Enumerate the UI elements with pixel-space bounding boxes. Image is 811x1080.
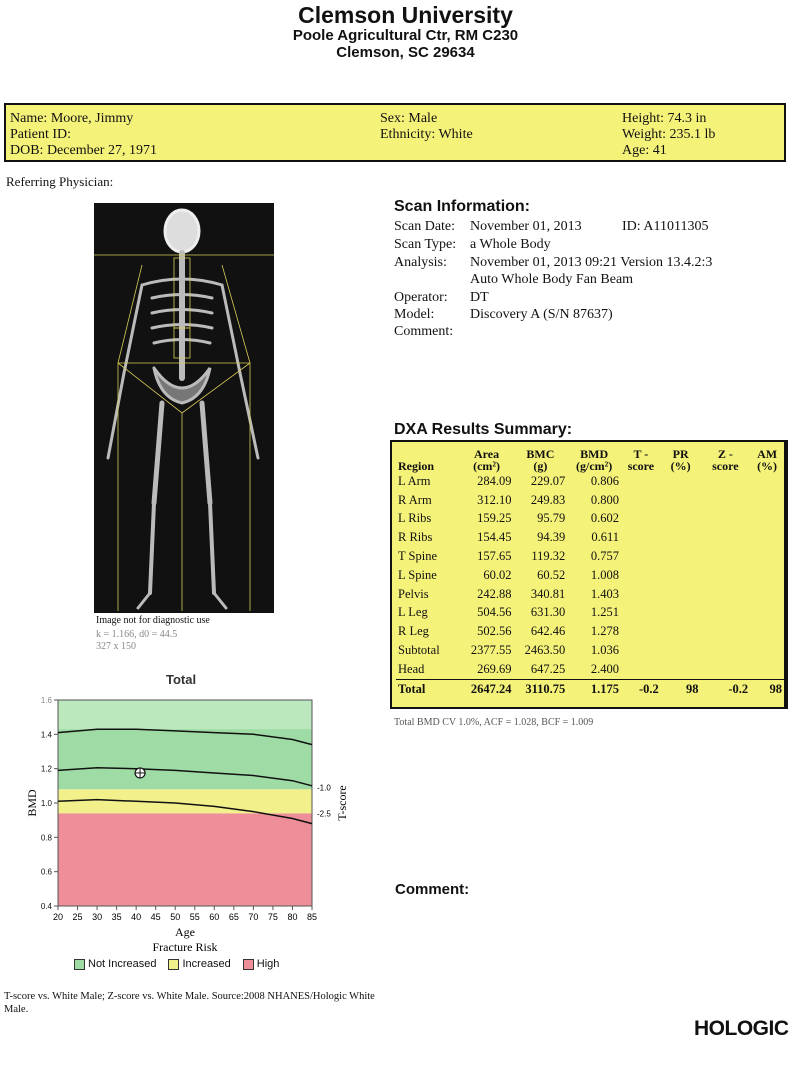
value-cell: 647.25 (530, 661, 566, 676)
x-tick-label: 85 (306, 912, 318, 922)
dxa-results-box (390, 440, 788, 709)
value-cell: 2.400 (590, 661, 619, 676)
risk-band (58, 789, 312, 813)
table-row (396, 585, 784, 604)
value-cell (701, 660, 751, 679)
value-cell (621, 660, 661, 679)
region-cell: R Arm (398, 492, 432, 507)
value-cell (701, 641, 751, 660)
image-size: 327 x 150 (96, 641, 136, 652)
value-cell (621, 566, 661, 585)
scan-comment-label: Comment: (394, 324, 454, 339)
value-cell: 154.45 (477, 530, 512, 545)
table-row (396, 566, 784, 585)
patient-id: Patient ID: (10, 127, 72, 142)
fracture-risk-legend (74, 958, 291, 970)
table-row (396, 510, 784, 529)
table-row (396, 547, 784, 566)
region-cell: L Leg (398, 605, 428, 620)
analysis-label: Analysis: (394, 255, 447, 270)
value-cell: 0.806 (590, 473, 619, 488)
patient-info-box (4, 103, 786, 162)
scan-info-title: Scan Information: (394, 198, 531, 215)
dxa-results-title: DXA Results Summary: (394, 421, 573, 438)
y2-axis-label: T-score (335, 785, 349, 821)
y-tick-label: 0.8 (40, 833, 52, 843)
risk-band-upper (58, 700, 312, 729)
tscore-tick-label: -1.0 (317, 783, 331, 793)
value-cell: 642.46 (530, 624, 566, 639)
hologic-logo: HOLOGIC (694, 1017, 789, 1040)
col-header: Area (cm²) (473, 447, 500, 473)
scan-date-label: Scan Date: (394, 219, 456, 234)
legend-label: High (256, 958, 280, 970)
scan-date: November 01, 2013 (470, 219, 582, 234)
region-cell: R Leg (398, 624, 429, 639)
operator-label: Operator: (394, 290, 448, 305)
legend-item (74, 958, 156, 970)
x-tick-label: 55 (189, 912, 200, 922)
value-cell (661, 566, 701, 585)
value-cell: 1.278 (590, 624, 619, 639)
value-cell: 98 (750, 679, 784, 698)
y-axis-label: BMD (25, 789, 39, 817)
value-cell (621, 472, 661, 491)
patient-sex: Sex: Male (380, 111, 438, 126)
legend-swatch (243, 959, 254, 970)
value-cell: 95.79 (537, 511, 566, 526)
risk-band (58, 813, 312, 906)
patient-age: Age: 41 (622, 143, 667, 158)
value-cell (750, 660, 784, 679)
x-tick-label: 65 (228, 912, 239, 922)
value-cell (621, 510, 661, 529)
value-cell (661, 660, 701, 679)
table-row (396, 491, 784, 510)
x-tick-label: 70 (248, 912, 259, 922)
value-cell: 1.036 (590, 643, 619, 658)
value-cell: 2647.24 (460, 679, 514, 698)
value-cell: 1.175 (567, 679, 621, 698)
total-row (396, 679, 784, 698)
x-tick-label: 20 (52, 912, 64, 922)
legend-swatch (74, 959, 85, 970)
model-label: Model: (394, 307, 435, 322)
operator: DT (470, 290, 489, 305)
y-tick-label: 1.4 (40, 730, 52, 740)
value-cell (621, 641, 661, 660)
value-cell: 340.81 (530, 586, 566, 601)
image-caption: Image not for diagnostic use (96, 615, 210, 626)
x-tick-label: 40 (131, 912, 142, 922)
x-tick-label: 60 (209, 912, 220, 922)
region-cell: Total (396, 679, 460, 698)
region-cell: L Spine (398, 567, 437, 582)
value-cell (701, 547, 751, 566)
legend-item (243, 958, 280, 970)
legend-label: Not Increased (88, 958, 157, 970)
legend-item (168, 958, 230, 970)
value-cell (750, 585, 784, 604)
region-cell: L Arm (398, 473, 431, 488)
value-cell: 3110.75 (513, 679, 567, 698)
value-cell (661, 585, 701, 604)
chart-title: Total (166, 672, 197, 687)
col-header: PR (%) (670, 447, 691, 473)
table-row (396, 641, 784, 660)
address-line-1: Poole Agricultural Ctr, RM C230 (292, 27, 519, 44)
value-cell: 60.02 (483, 567, 512, 582)
value-cell: 1.008 (590, 567, 619, 582)
x-tick-label: 50 (170, 912, 181, 922)
patient-name: Name: Moore, Jimmy (10, 111, 134, 126)
value-cell (701, 491, 751, 510)
value-cell (621, 528, 661, 547)
value-cell (661, 547, 701, 566)
value-cell: 60.52 (537, 567, 566, 582)
table-row (396, 660, 784, 679)
value-cell: 159.25 (477, 511, 512, 526)
scan-type: a Whole Body (470, 237, 551, 252)
value-cell (750, 528, 784, 547)
legend-label: Increased (182, 958, 231, 970)
analysis-line-1: November 01, 2013 09:21 Version 13.4.2:3 (470, 255, 713, 270)
value-cell: 502.56 (477, 624, 512, 639)
value-cell: 0.611 (591, 530, 619, 545)
bmd-reference-chart (0, 690, 390, 955)
value-cell (661, 641, 701, 660)
x-axis-label: Age (175, 925, 195, 939)
address-line-2: Clemson, SC 29634 (336, 44, 475, 61)
x-tick-label: 80 (287, 912, 298, 922)
col-header: BMC (g) (526, 447, 555, 473)
institution-name: Clemson University (298, 2, 513, 28)
col-header: AM (%) (757, 447, 778, 473)
comment-label: Comment: (395, 881, 470, 898)
value-cell: -0.2 (701, 679, 751, 698)
legend-swatch (168, 959, 179, 970)
skeleton-illustration (94, 203, 274, 613)
value-cell: 157.65 (477, 549, 512, 564)
col-header: Z - score (712, 447, 739, 473)
value-cell: 0.757 (590, 549, 619, 564)
dxa-table-header (396, 448, 784, 472)
value-cell (750, 566, 784, 585)
y-tick-label: 0.6 (40, 867, 52, 877)
table-row (396, 472, 784, 491)
scan-type-label: Scan Type: (394, 237, 457, 252)
value-cell (701, 472, 751, 491)
value-cell: 249.83 (530, 492, 566, 507)
patient-weight: Weight: 235.1 lb (622, 127, 716, 142)
col-header: BMD (g/cm²) (576, 447, 613, 473)
legend-title: Fracture Risk (152, 940, 218, 954)
image-params: k = 1.166, d0 = 44.5 (96, 629, 178, 640)
value-cell (750, 604, 784, 623)
region-cell: T Spine (398, 549, 438, 564)
col-header: T - score (627, 447, 655, 473)
region-cell: L Ribs (398, 511, 432, 526)
value-cell (621, 491, 661, 510)
tscore-tick-label: -2.5 (317, 809, 331, 819)
value-cell: 0.602 (590, 511, 619, 526)
dxa-scan-image (94, 203, 274, 613)
value-cell: 2377.55 (470, 643, 512, 658)
value-cell (701, 585, 751, 604)
value-cell (750, 472, 784, 491)
value-cell (701, 604, 751, 623)
referring-physician: Referring Physician: (6, 174, 114, 189)
value-cell: 119.32 (531, 549, 566, 564)
value-cell (661, 491, 701, 510)
value-cell: -0.2 (621, 679, 661, 698)
patient-dob: DOB: December 27, 1971 (10, 143, 157, 158)
y-tick-label: 1.6 (40, 696, 52, 705)
x-tick-label: 25 (72, 912, 83, 922)
col-header: Region (398, 459, 434, 473)
value-cell: 284.09 (477, 473, 512, 488)
value-cell (621, 585, 661, 604)
value-cell (701, 528, 751, 547)
y-tick-label: 1.0 (40, 799, 52, 808)
region-cell: Subtotal (398, 643, 440, 658)
value-cell (661, 622, 701, 641)
value-cell (661, 528, 701, 547)
value-cell: 2463.50 (524, 643, 566, 658)
value-cell (750, 547, 784, 566)
scan-id: ID: A11011305 (622, 219, 709, 234)
value-cell (621, 547, 661, 566)
value-cell: 312.10 (477, 492, 512, 507)
patient-height: Height: 74.3 in (622, 111, 707, 126)
value-cell (701, 622, 751, 641)
value-cell: 242.88 (477, 586, 512, 601)
value-cell (750, 491, 784, 510)
x-tick-label: 35 (111, 912, 122, 922)
patient-ethnicity: Ethnicity: White (380, 127, 473, 142)
value-cell (661, 604, 701, 623)
value-cell: 504.56 (477, 605, 512, 620)
value-cell (661, 510, 701, 529)
table-row (396, 528, 784, 547)
y-tick-label: 0.4 (40, 902, 52, 911)
y-tick-label: 1.2 (40, 764, 52, 774)
table-row (396, 604, 784, 623)
value-cell (750, 641, 784, 660)
value-cell: 98 (661, 679, 701, 698)
x-tick-label: 30 (92, 912, 103, 922)
value-cell: 94.39 (537, 530, 566, 545)
region-cell: Head (398, 661, 425, 676)
value-cell: 0.800 (590, 492, 619, 507)
value-cell: 269.69 (477, 661, 512, 676)
region-cell: R Ribs (398, 530, 433, 545)
x-tick-label: 75 (267, 912, 278, 922)
value-cell (750, 622, 784, 641)
region-cell: Pelvis (398, 586, 429, 601)
value-cell (701, 566, 751, 585)
table-row (396, 622, 784, 641)
value-cell (621, 622, 661, 641)
analysis-line-2: Auto Whole Body Fan Beam (470, 272, 634, 287)
x-tick-label: 45 (150, 912, 161, 922)
value-cell (750, 510, 784, 529)
value-cell: 229.07 (530, 473, 566, 488)
model: Discovery A (S/N 87637) (470, 307, 613, 322)
dxa-results-table (396, 448, 784, 699)
footnote: T-score vs. White Male; Z-score vs. White Male. Source:2008 NHANES/Hologic White Male. (4, 991, 375, 1015)
value-cell: 631.30 (530, 605, 566, 620)
value-cell (661, 472, 701, 491)
value-cell (701, 510, 751, 529)
value-cell: 1.403 (590, 586, 619, 601)
value-cell (621, 604, 661, 623)
dxa-note: Total BMD CV 1.0%, ACF = 1.028, BCF = 1.009 (394, 717, 594, 728)
value-cell: 1.251 (590, 605, 619, 620)
